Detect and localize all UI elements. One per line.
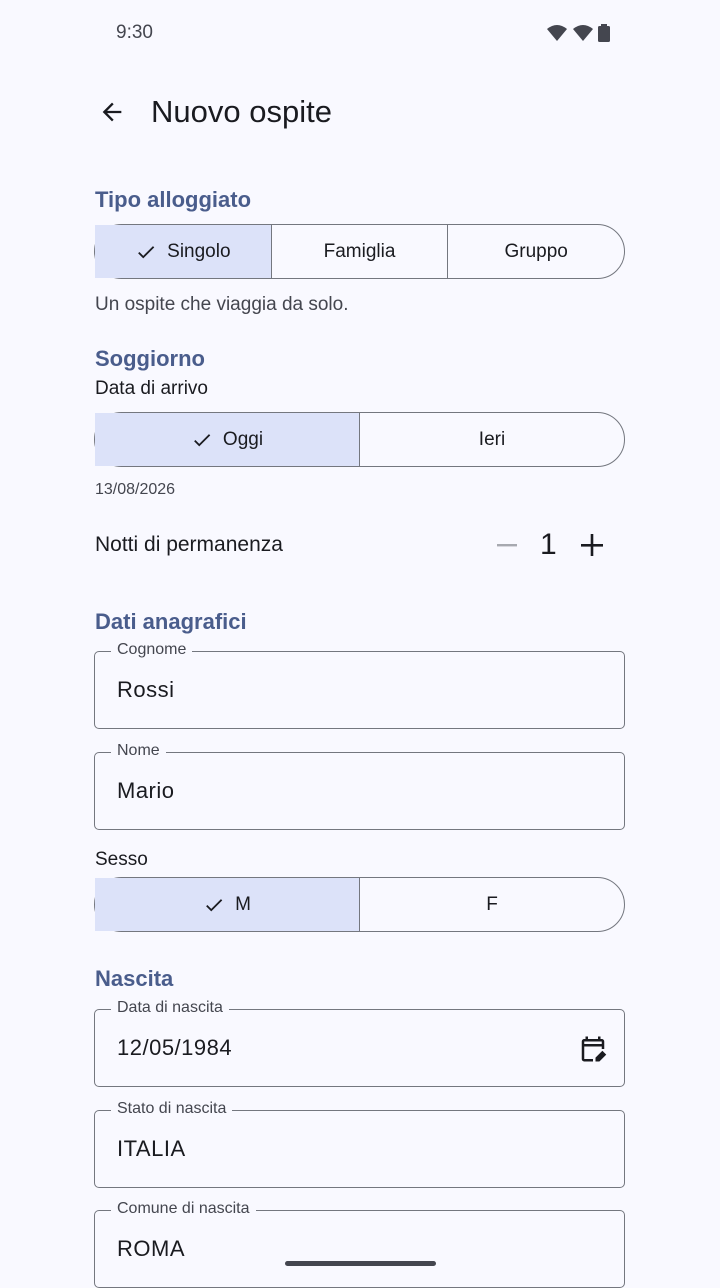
data-nascita-field[interactable] xyxy=(94,999,625,1087)
stato-nascita-field[interactable] xyxy=(94,1100,625,1188)
stato-nascita-label: Stato di nascita xyxy=(111,1100,232,1118)
segment-label: Ieri xyxy=(478,428,506,450)
status-icons xyxy=(546,24,610,42)
segment-label: Oggi xyxy=(222,428,264,450)
comune-nascita-field[interactable] xyxy=(94,1200,625,1288)
segment-m[interactable] xyxy=(95,878,360,931)
cognome-field[interactable] xyxy=(94,641,625,729)
gesture-nav-bar[interactable] xyxy=(285,1261,436,1266)
sesso-segmented xyxy=(94,877,625,932)
tipo-alloggiato-segmented xyxy=(94,224,625,279)
cognome-label: Cognome xyxy=(111,641,192,659)
check-icon xyxy=(191,429,213,451)
check-icon xyxy=(135,241,157,263)
battery-icon xyxy=(598,24,610,42)
segment-label: F xyxy=(486,893,498,915)
calendar-edit-icon[interactable] xyxy=(578,1034,608,1064)
segment-label: Gruppo xyxy=(504,240,568,262)
cognome-value: Rossi xyxy=(117,677,175,702)
segment-label: M xyxy=(235,893,251,915)
arrivo-segmented xyxy=(94,412,625,467)
wifi-icon xyxy=(572,24,594,42)
notti-label: Notti di permanenza xyxy=(95,533,283,556)
section-tipo-alloggiato: Tipo alloggiato xyxy=(95,187,252,212)
segment-oggi[interactable] xyxy=(95,413,360,466)
segment-famiglia[interactable] xyxy=(272,225,449,278)
comune-nascita-value: ROMA xyxy=(117,1236,185,1261)
tipo-helper-text: Un ospite che viaggia da solo. xyxy=(95,294,349,315)
segment-f[interactable] xyxy=(360,878,624,931)
section-dati-anagrafici: Dati anagrafici xyxy=(95,609,247,634)
segment-label: Singolo xyxy=(167,240,231,262)
comune-clip xyxy=(0,1190,720,1261)
status-time: 9:30 xyxy=(116,22,153,43)
segment-label: Famiglia xyxy=(323,240,396,262)
minus-icon xyxy=(494,532,520,558)
notti-count: 1 xyxy=(540,528,557,561)
plus-icon xyxy=(579,532,605,558)
arrow-back-icon xyxy=(98,98,126,126)
check-icon xyxy=(203,894,225,916)
arrivo-date: 13/08/2026 xyxy=(95,481,176,498)
nome-field[interactable] xyxy=(94,742,625,830)
segment-ieri[interactable] xyxy=(360,413,624,466)
segment-gruppo[interactable] xyxy=(448,225,624,278)
section-soggiorno: Soggiorno xyxy=(95,346,205,371)
arrivo-label: Data di arrivo xyxy=(95,378,208,399)
section-nascita: Nascita xyxy=(95,966,174,991)
increment-button[interactable] xyxy=(579,532,605,558)
page-title: Nuovo ospite xyxy=(151,94,332,129)
stato-nascita-value: ITALIA xyxy=(117,1136,186,1161)
decrement-button[interactable] xyxy=(494,532,520,558)
segment-singolo[interactable] xyxy=(95,225,272,278)
data-nascita-value: 12/05/1984 xyxy=(117,1035,233,1060)
wifi-icon xyxy=(546,24,568,42)
data-nascita-label: Data di nascita xyxy=(111,999,229,1017)
back-button[interactable] xyxy=(96,96,128,128)
nome-label: Nome xyxy=(111,742,166,760)
nome-value: Mario xyxy=(117,778,175,803)
sesso-label: Sesso xyxy=(95,849,148,870)
comune-nascita-label: Comune di nascita xyxy=(111,1200,256,1218)
